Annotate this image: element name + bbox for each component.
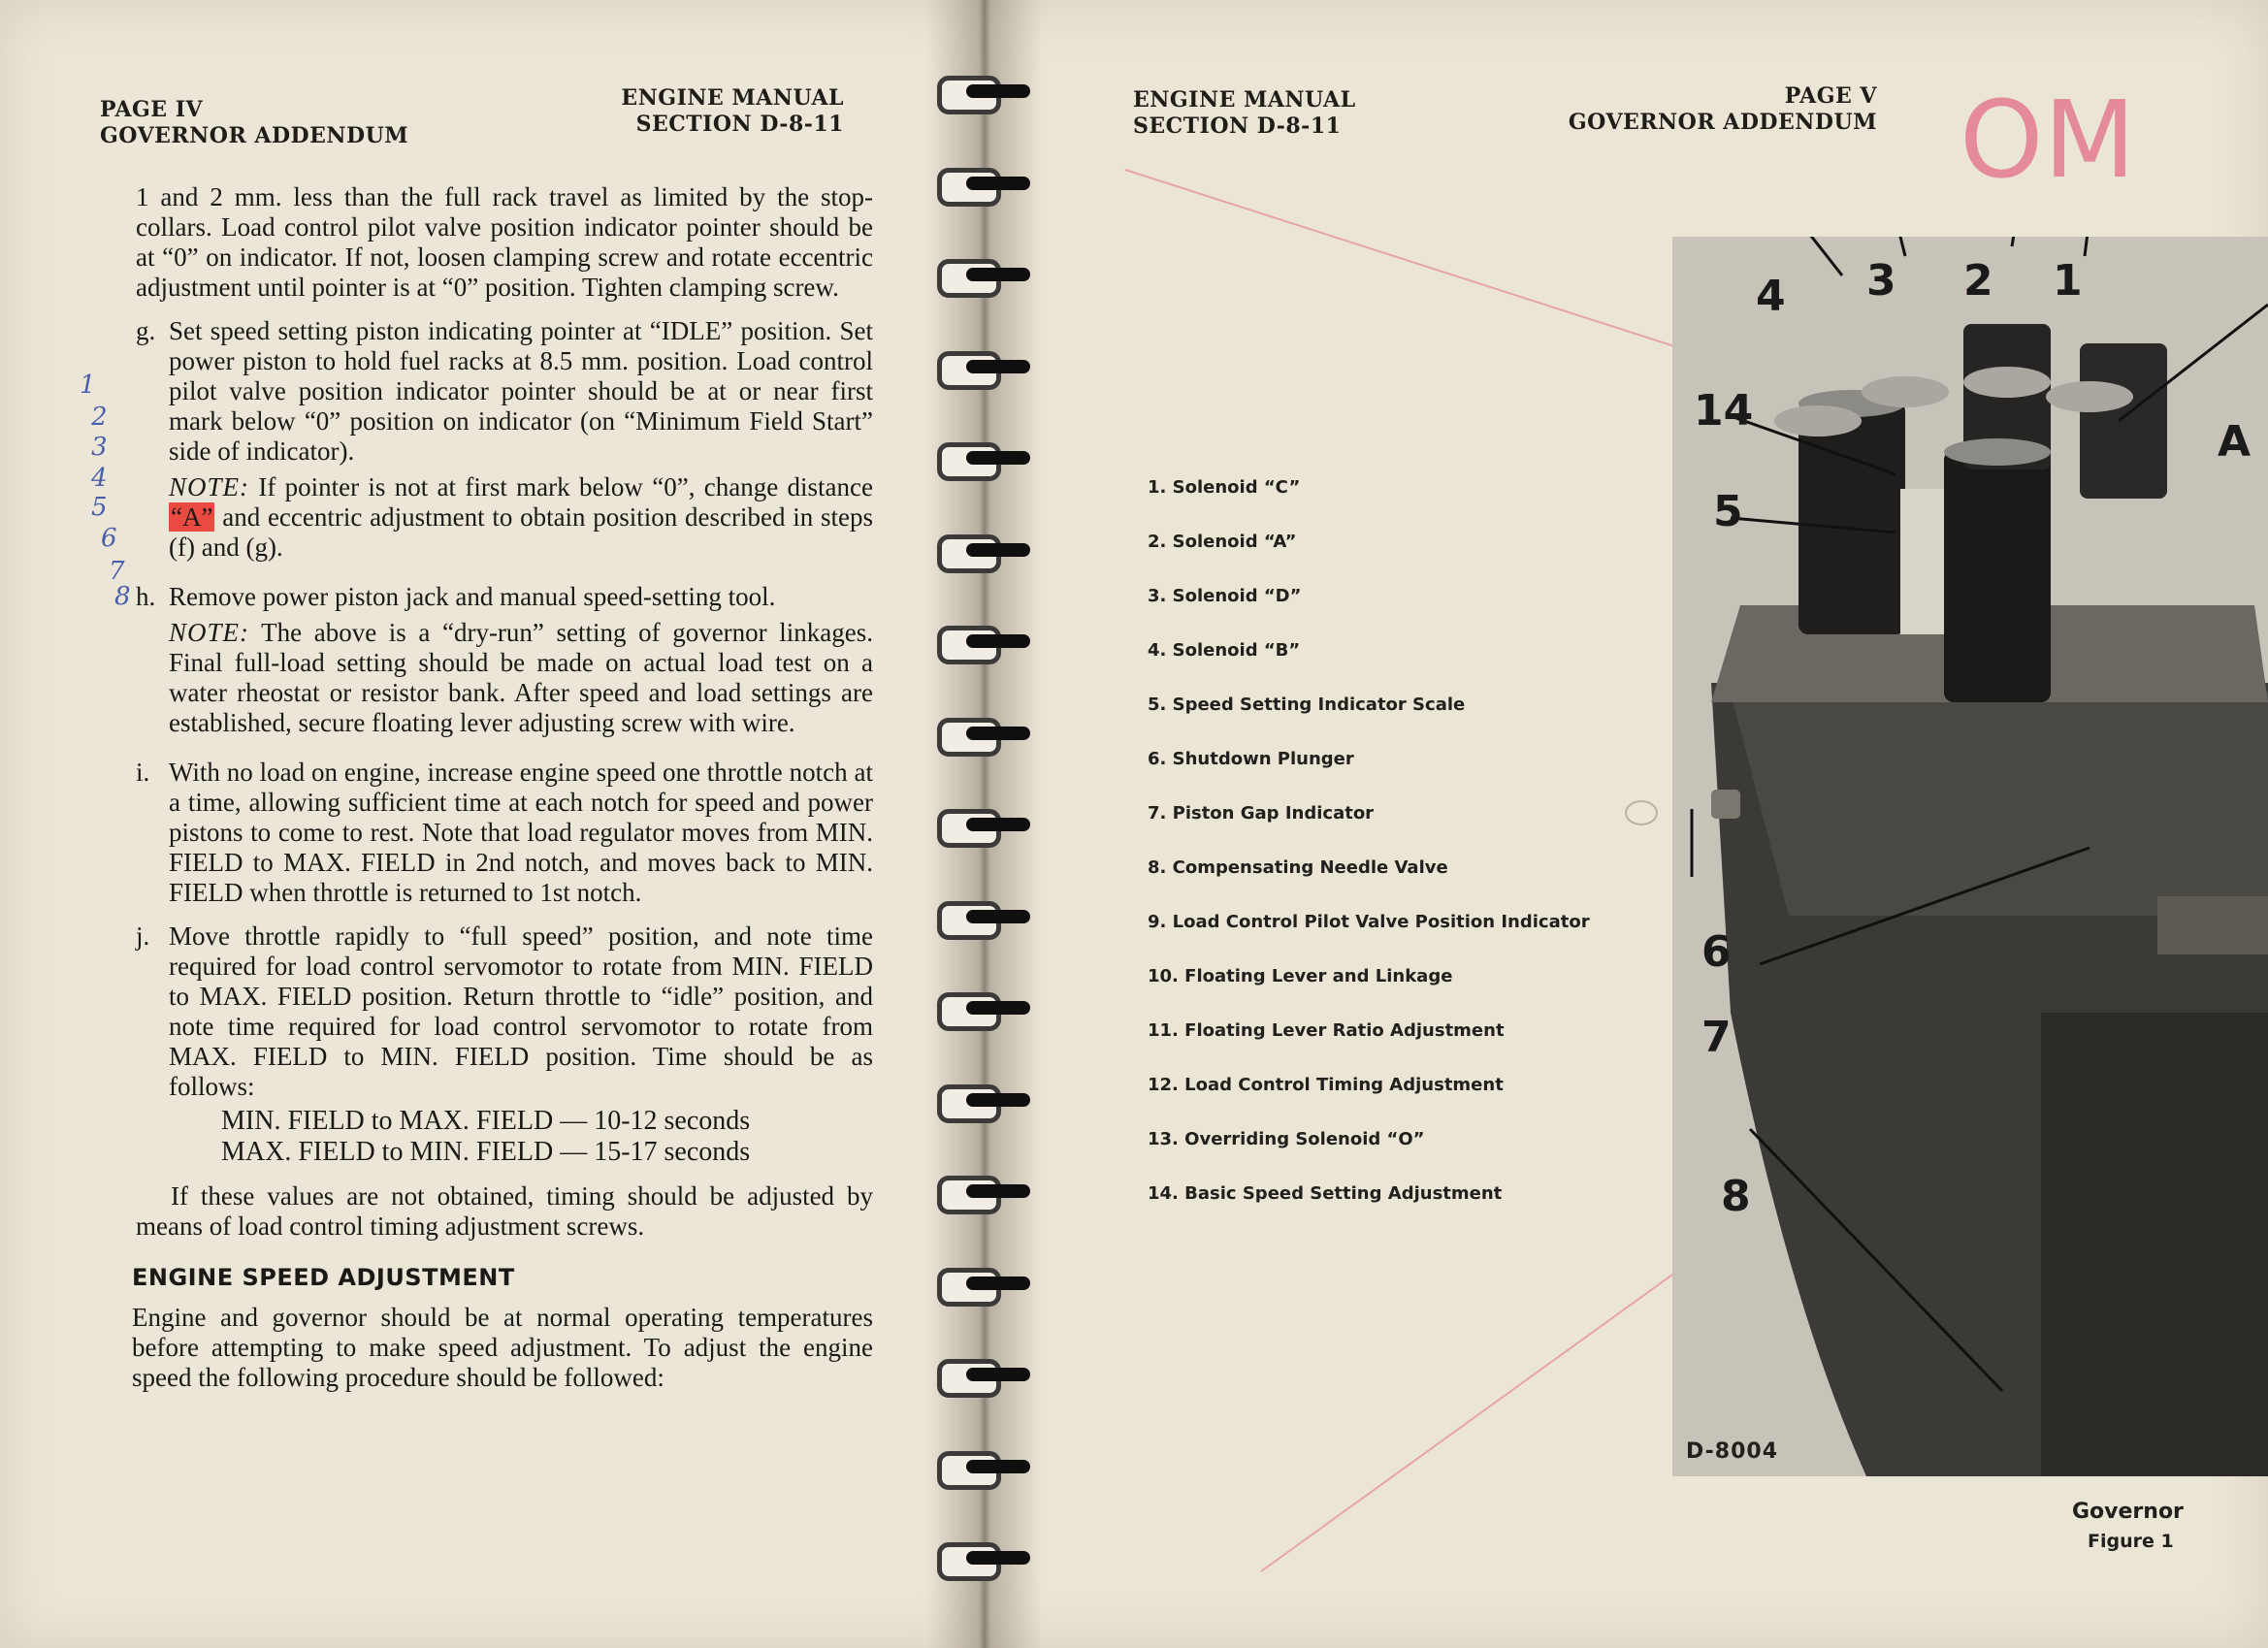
callout-label: 6	[1701, 927, 1732, 977]
legend-item: 1. Solenoid “C”	[1148, 477, 1301, 498]
section-number: SECTION D-8-11	[1133, 113, 1342, 139]
legend-item: 9. Load Control Pilot Valve Position Indicator	[1148, 912, 1590, 932]
callout-label: 4	[1756, 272, 1786, 321]
callout-label: 5	[1713, 487, 1743, 536]
section-number: SECTION D-8-11	[635, 112, 844, 137]
legend-item: 12. Load Control Timing Adjustment	[1148, 1075, 1504, 1095]
manual-title: ENGINE MANUAL	[621, 85, 844, 111]
margin-number: 7	[109, 557, 125, 586]
callout-label: 1	[2053, 256, 2083, 306]
legend-item: 11. Floating Lever Ratio Adjustment	[1148, 1020, 1505, 1041]
note-h: NOTE: The above is a “dry-run” setting of governor linkages. Final full-load setting should be made on actual load test on a water rheostat or resistor bank. After speed and load settings are established, secure floating lever adjusting screw with wire.	[169, 618, 873, 737]
section-title: ENGINE SPEED ADJUSTMENT	[132, 1264, 515, 1291]
photo-code: D-8004	[1686, 1439, 1779, 1464]
timing-paragraph: If these values are not obtained, timing should be adjusted by means of load control timing adjustment screws.	[136, 1181, 873, 1241]
step-label: h.	[136, 582, 156, 611]
highlighted-distance-a: “A”	[171, 502, 213, 532]
figure-caption-title: Governor	[2072, 1500, 2184, 1524]
step-label: g.	[136, 316, 156, 345]
legend-item: 4. Solenoid “B”	[1148, 640, 1301, 661]
callout-label: 8	[1721, 1172, 1751, 1221]
callout-label: 3	[1866, 256, 1896, 306]
step-text: Move throttle rapidly to “full speed” position, and note time required for load control servomotor to rotate from MIN. FIELD to MAX. FIELD position. Return throttle to “idle” position, and note time required for load control servomotor to rotate from MAX. FIELD to MIN. FIELD position. Time should be as follows:	[169, 921, 873, 1101]
step-text: Set speed setting piston indicating pointer at “IDLE” position. Set power piston to hold fuel racks at 8.5 mm. position. Load control pilot valve position indicator pointer should be at or near first mark below “0” position on indicator (on “Minimum Field Start” side of indicator).	[169, 316, 873, 466]
legend-item: 8. Compensating Needle Valve	[1148, 857, 1448, 878]
margin-number: 5	[91, 493, 108, 522]
final-paragraph: Engine and governor should be at normal operating temperatures before attempting to make speed adjustment. To adjust the engine speed the following procedure should be followed:	[132, 1303, 873, 1392]
legend-item: 3. Solenoid “D”	[1148, 586, 1302, 606]
legend-item: 14. Basic Speed Setting Adjustment	[1148, 1183, 1503, 1204]
callout-label: 14	[1694, 386, 1754, 436]
page-number: PAGE IV	[100, 97, 204, 122]
callout-label: A	[2218, 417, 2252, 467]
margin-number: 6	[101, 524, 117, 553]
legend-item: 6. Shutdown Plunger	[1148, 749, 1354, 769]
margin-number: 3	[91, 433, 108, 462]
legend-item: 7. Piston Gap Indicator	[1148, 803, 1375, 824]
step-label: i.	[136, 758, 150, 787]
legend-item: 5. Speed Setting Indicator Scale	[1148, 695, 1466, 715]
callout-label: 2	[1963, 256, 1993, 306]
margin-number: 4	[91, 464, 108, 493]
figure-caption-number: Figure 1	[2088, 1531, 2174, 1552]
legend-item: 10. Floating Lever and Linkage	[1148, 966, 1453, 986]
note-label: NOTE:	[169, 472, 250, 501]
step-label: j.	[136, 921, 150, 951]
step-text: With no load on engine, increase engine speed one throttle notch at a time, allowing sufficient time at each notch for speed and power pistons to come to rest. Note that load regulator moves from MIN. FIELD to MAX. FIELD in 2nd notch, and moves back to MIN. FIELD when throttle is returned to 1st notch.	[169, 758, 873, 907]
margin-number: 1	[80, 371, 96, 400]
page-number: PAGE V	[1784, 83, 1877, 109]
intro-paragraph: 1 and 2 mm. less than the full rack travel as limited by the stop-collars. Load control pilot valve position indicator pointer should be at “0” on indicator. If not, loosen clamping screw and rotate eccentric adjustment until pointer is at “0” position. Tighten clamping screw.	[136, 182, 873, 302]
step-text: Remove power piston jack and manual speed-setting tool.	[169, 582, 776, 611]
margin-number: 2	[91, 403, 108, 432]
governor-illustration	[1672, 237, 2268, 1476]
governor-photo	[1672, 237, 2268, 1476]
timing-row: MAX. FIELD to MIN. FIELD — 15-17 seconds	[221, 1137, 751, 1167]
legend-item: 13. Overriding Solenoid “O”	[1148, 1129, 1425, 1149]
addendum-title: GOVERNOR ADDENDUM	[1568, 110, 1877, 135]
figure-legend	[1148, 477, 1671, 1238]
note-g: NOTE: If pointer is not at first mark below “0”, change distance “A” and eccentric adjustment to obtain position described in steps (f) and (g).	[169, 472, 873, 562]
pencil-mark: OM	[1960, 78, 2136, 202]
addendum-title: GOVERNOR ADDENDUM	[100, 123, 409, 148]
manual-title: ENGINE MANUAL	[1133, 87, 1356, 113]
note-label: NOTE:	[169, 618, 250, 647]
timing-row: MIN. FIELD to MAX. FIELD — 10-12 seconds	[221, 1106, 751, 1136]
callout-label: 7	[1701, 1013, 1732, 1062]
legend-item: 2. Solenoid “A”	[1148, 532, 1297, 552]
margin-number: 8	[114, 582, 131, 611]
